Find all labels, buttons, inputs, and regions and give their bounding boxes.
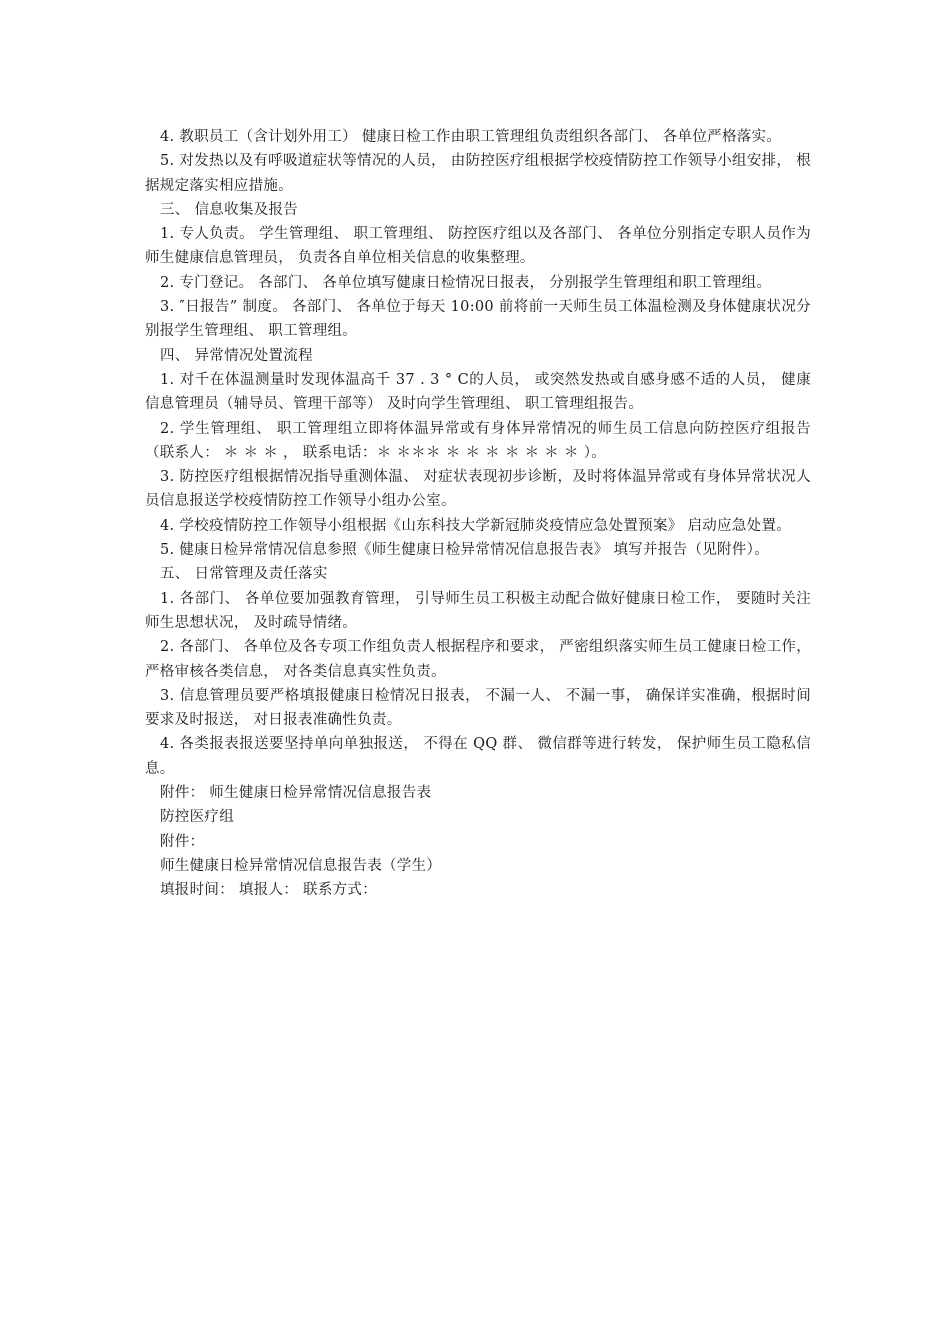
attachment-line: 附件： 师生健康日检异常情况信息报告表 xyxy=(160,785,432,802)
paragraph-info-manager: 3. 信息管理员要严格填报健康日检情况日报表， 不漏一人、 不漏一事， 确保详实准确，根据时间要求及时报送， 对日报表准确性负责。 xyxy=(145,687,811,729)
paragraph-education-management: 1. 各部门、 各单位要加强教育管理， 引导师生员工积极主动配合做好健康日检工作， 要随时关注师生思想状况， 及时疏导情绪。 xyxy=(145,590,811,631)
section-heading-5: 五、 日常管理及责任落实 xyxy=(160,566,328,583)
attachment-label: 附件： xyxy=(160,833,205,850)
signature-line: 防控医疗组 xyxy=(160,809,234,826)
section-heading-4: 四、 异常情况处置流程 xyxy=(160,347,313,364)
paragraph-responsibility: 2. 各部门、 各单位及各专项工作组负责人根据程序和要求， 严密组织落实师生员工健康日检工作， 严格审核各类信息， 对各类信息真实性负责。 xyxy=(145,639,811,680)
section-heading-3: 三、 信息收集及报告 xyxy=(160,201,299,218)
form-fields-line: 填报时间： 填报人： 联系方式： xyxy=(160,882,378,899)
form-title: 师生健康日检异常情况信息报告表（学生） xyxy=(160,857,442,874)
paragraph-report-contact: 2. 学生管理组、 职工管理组立即将体温异常或有身体异常情况的师生员工信息向防控医疗组报告（联系人： ＊ ＊ ＊ ， 联系电话：＊ ＊＊＊ ＊ ＊ ＊ ＊ ＊ ＊ ＊ ）。 xyxy=(145,420,811,461)
paragraph-emergency-plan: 4. 学校疫情防控工作领导小组根据《山东科技大学新冠肺炎疫情应急处置预案》 启动应急处置。 xyxy=(160,517,792,534)
paragraph-item-5-fever: 5. 对发热以及有呼吸道症状等情况的人员， 由防控医疗组根据学校疫情防控工作领导小组安排， 根据规定落实相应措施。 xyxy=(145,153,811,194)
paragraph-medical-guidance: 3. 防控医疗组根据情况指导重测体温、 对症状表现初步诊断，及时将体温异常或有身体异常状况人员信息报送学校疫情防控工作领导小组办公室。 xyxy=(145,469,811,510)
paragraph-abnormal-temperature: 1. 对千在体温测量时发现体温高千 37 . 3 ° C的人员， 或突然发热或自感身感不适的人员， 健康信息管理员（辅导员、管理干部等） 及时向学生管理组、 职工管理组报告。 xyxy=(145,371,811,413)
paragraph-report-form: 5. 健康日检异常情况信息参照《师生健康日检异常情况信息报告表》 填写并报告（见附件）。 xyxy=(160,542,769,559)
paragraph-item-4-staff: 4. 教职员工（含计划外用工） 健康日检工作由职工管理组负责组织各部门、 各单位严格落实。 xyxy=(160,129,782,145)
document-body xyxy=(145,125,811,903)
paragraph-daily-report: 3. ″日报告” 制度。 各部门、 各单位于每天 10:00 前将前一天师生员工体温检测及身体健康状况分别报学生管理组、 职工管理组。 xyxy=(145,299,811,340)
paragraph-dedicated-person: 1. 专人负责。 学生管理组、 职工管理组、 防控医疗组以及各部门、 各单位分别指定专职人员作为师生健康信息管理员， 负责各自单位相关信息的收集整理。 xyxy=(145,226,811,267)
paragraph-registration: 2. 专门登记。 各部门、 各单位填写健康日检情况日报表， 分别报学生管理组和职工管理组。 xyxy=(160,274,772,291)
paragraph-privacy: 4. 各类报表报送要坚持单向单独报送， 不得在 QQ 群、 微信群等进行转发， 保护师生员工隐私信息。 xyxy=(145,736,811,777)
